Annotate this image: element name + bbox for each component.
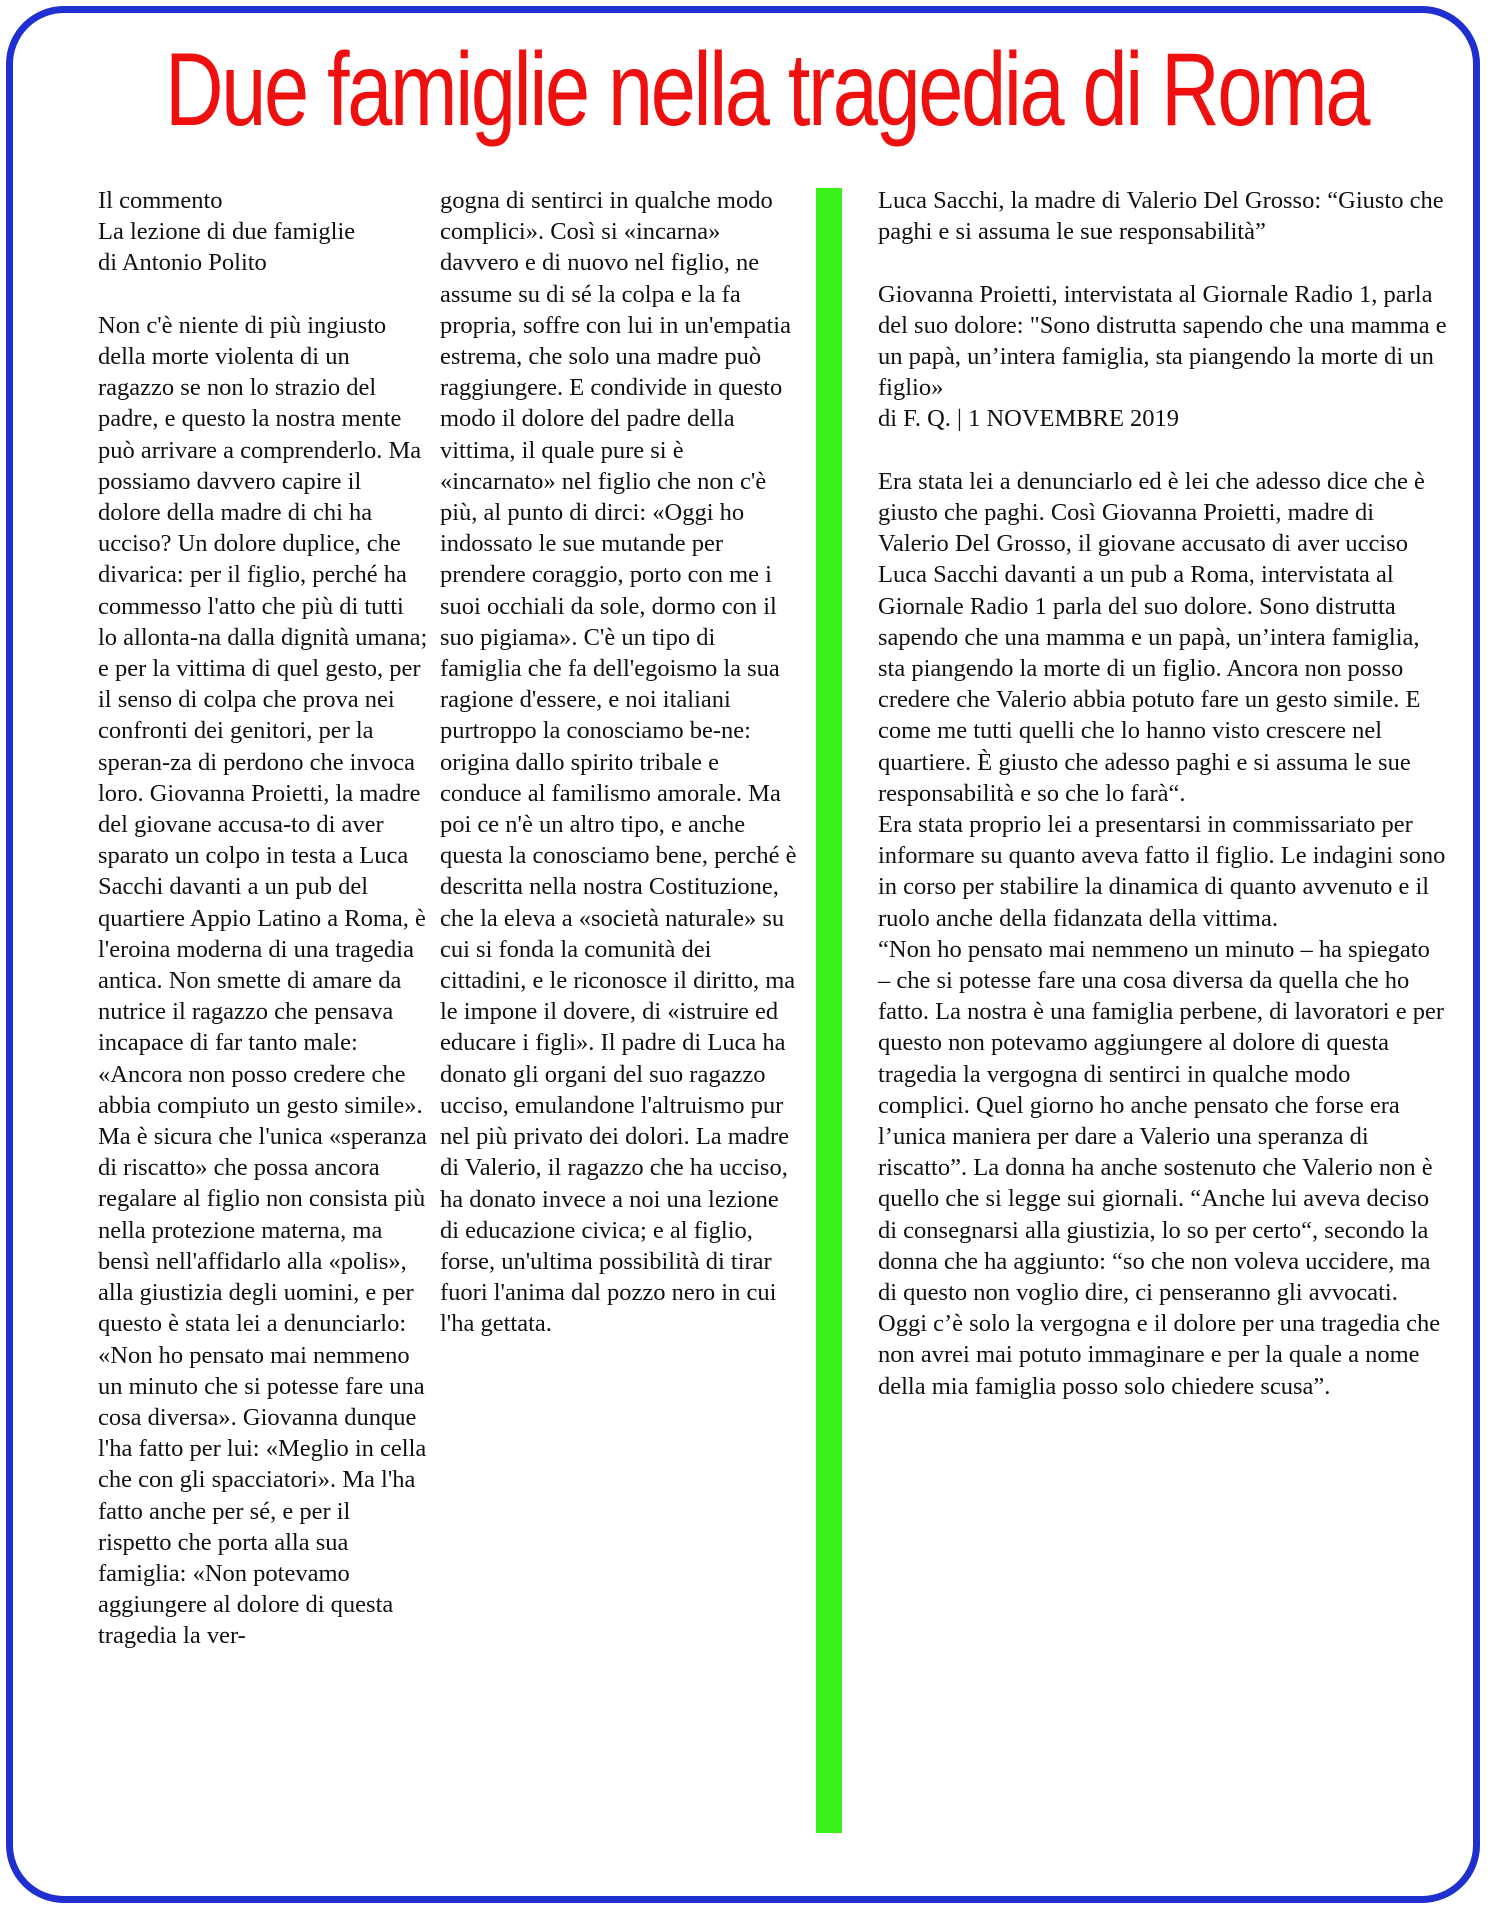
news-paragraph-3: “Non ho pensato mai nemmeno un minuto – ha spiegato – che si potesse fare una cosa diversa da quella che ho fatto. La nostra è una famiglia perbene, di lavoratori e per questo non potevamo aggiungere al dolore di questa tragedia la vergogna di sentirci in qualche modo complici. Quel giorno ho anche pensato che forse era l’unica maniera per dare a Valerio una speranza di riscatto”. La donna ha anche sostenuto che Valerio non è quello che si legge sui giornali. “Anche lui aveva deciso di consegnarsi alla giustizia, lo so per certo“, secondo la donna che ha aggiunto: “so che non voleva uccidere, ma di questo non voglio dire, ci penseranno gli avvocati. Oggi c’è solo la vergogna e il dolore per una tragedia che non avrei mai potuto immaginare e per la quale a nome della mia famiglia posso solo chiedere scusa”. bbox=[878, 935, 1444, 1400]
article-subtitle: La lezione di due famiglie bbox=[98, 218, 356, 246]
news-standfirst: Giovanna Proietti, intervistata al Giornale Radio 1, parla del suo dolore: "Sono distrutta sapendo che una mamma e un papà, un’intera famiglia, sta piangendo la morte di un figlio» bbox=[878, 280, 1447, 402]
section-label: Il commento bbox=[98, 187, 223, 214]
article-body-part-2: gogna di sentirci in qualche modo complici». Così si «incarna» davvero e di nuovo nel figlio, ne assume su di sé la colpa e la fa propria, soffre con lui in un'empatia estrema, che solo una madre può raggiungere. E condivide in questo modo il dolore del padre della vittima, il quale pure si è «incarnato» nel figlio che non c'è più, al punto di dirci: «Oggi ho indossato le sue mutande per prendere coraggio, porto con me i suoi occhiali da sole, dormo con il suo pigiama». C'è un tipo di famiglia che fa dell'egoismo la sua ragione d'essere, e noi italiani purtroppo la conosciamo be-ne: origina dallo spirito tribale e conduce al familismo amorale. Ma poi ce n'è un altro tipo, e anche questa la conosciamo bene, perché è descritta nella nostra Costituzione, che la eleva a «società naturale» su cui si fonda la comunità dei cittadini, e le riconosce il diritto, ma le impone il dovere, di «istruire ed educare i figli». Il padre di Luca ha donato gli organi del suo ragazzo ucciso, emulandone l'altruismo pur nel più privato dei dolori. La madre di Valerio, il ragazzo che ha ucciso, ha donato invece a noi una lezione di educazione civica; e al figlio, forse, un'ultima possibilità di tirar fuori l'anima dal pozzo nero in cui l'ha gettata. bbox=[440, 187, 797, 1338]
news-title: Luca Sacchi, la madre di Valerio Del Grosso: “Giusto che paghi e si assuma le sue responsabilità” bbox=[878, 187, 1444, 246]
headline: Due famiglie nella tragedia di Roma bbox=[165, 32, 1369, 148]
column-3 bbox=[878, 185, 1448, 1402]
column-1 bbox=[98, 185, 428, 1652]
news-paragraph-1: Era stata lei a denunciarlo ed è lei che adesso dice che è giusto che paghi. Così Giovanna Proietti, madre di Valerio Del Grosso, il giovane accusato di aver ucciso Luca Sacchi davanti a un pub a Roma, intervistata al Giornale Radio 1 parla del suo dolore. Sono distrutta sapendo che una mamma e un papà, un’intera famiglia, sta piangendo la morte di un figlio. Ancora non posso credere che Valerio abbia potuto fare un gesto simile. E come me tutti quelli che lo hanno visto crescere nel quartiere. È giusto che adesso paghi e si assuma le sue responsabilità e so che lo farà“. bbox=[878, 467, 1425, 807]
article-byline: di Antonio Polito bbox=[98, 249, 267, 277]
column-2 bbox=[440, 185, 800, 1340]
news-byline: di F. Q. | 1 NOVEMBRE 2019 bbox=[878, 405, 1180, 433]
article-body-part-1: Non c'è niente di più ingiusto della morte violenta di un ragazzo se non lo strazio del padre, e questo la nostra mente può arrivare a comprenderlo. Ma possiamo davvero capire il dolore della madre di chi ha ucciso? Un dolore duplice, che divarica: per il figlio, perché ha commesso l'atto che più di tutti lo allonta-na dalla dignità umana; e per la vittima di quel gesto, per il senso di colpa che prova nei confronti dei genitori, per la speran-za di perdono che invoca loro. Giovanna Proietti, la madre del giovane accusa-to di aver sparato un colpo in testa a Luca Sacchi davanti a un pub del quartiere Appio Latino a Roma, è l'eroina moderna di una tragedia antica. Non smette di amare da nutrice il ragazzo che pensava incapace di far tanto male: «Ancora non posso credere che abbia compiuto un gesto simile». Ma è sicura che l'unica «speranza di riscatto» che possa ancora regalare al figlio non consista più nella protezione materna, ma bensì nell'affidarlo alla «polis», alla giustizia degli uomini, e per questo è stata lei a denunciarlo: «Non ho pensato mai nemmeno un minuto che si potesse fare una cosa diversa». Giovanna dunque l'ha fatto per lui: «Meglio in cella che con gli spacciatori». Ma l'ha fatto anche per sé, e per il rispetto che porta alla sua famiglia: «Non potevamo aggiungere al dolore di questa tragedia la ver- bbox=[98, 311, 428, 1650]
news-paragraph-2: Era stata proprio lei a presentarsi in commissariato per informare su quanto aveva fatto il figlio. Le indagini sono in corso per stabilire la dinamica di quanto avvenuto e il ruolo anche della fidanzata della vittima. bbox=[878, 811, 1446, 932]
column-divider bbox=[816, 188, 842, 1833]
